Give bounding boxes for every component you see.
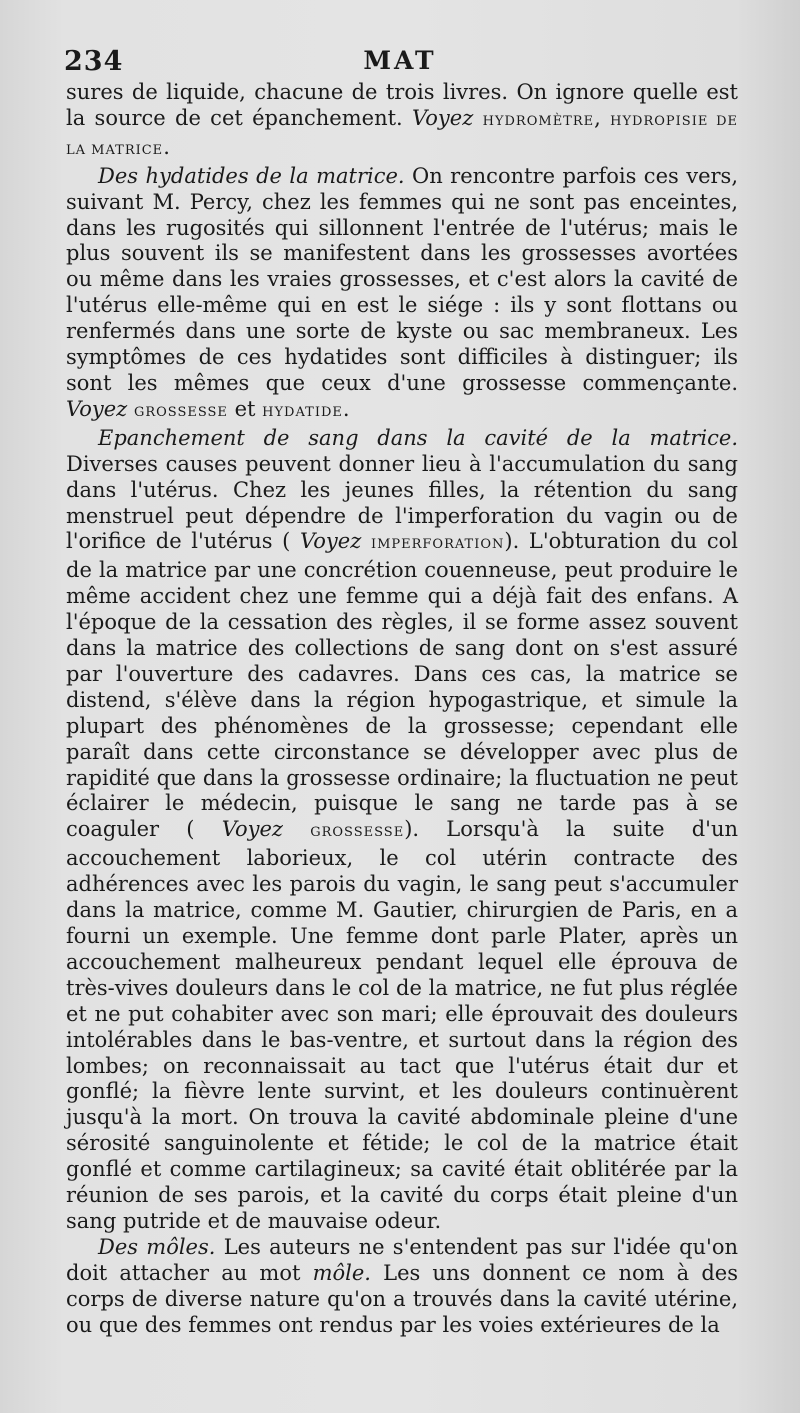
paragraph-text: et <box>227 396 263 421</box>
paragraph-text: ). L'obturation du col de la matrice par une concrétion couenneuse, peut produire le même accident chez une femme qui a déjà fait des enfans. A l'époque de la cessation des règles, il se forme assez souvent dans la matrice des collections de sang dont on s'est assuré par l'ouverture des cadavres. Dans ces cas, la matrice se distend, s'élève dans la région hypogastrique, et simule la plupart des phénomènes de la grossesse; cependant elle paraît dans cette circonstance se développer avec plus de rapidité que dans la grossesse ordinaire; la fluctuation ne peut éclairer le médecin, puisque le sang ne tarde pas à se coaguler ( <box>66 529 738 842</box>
running-head: MAT <box>363 46 437 75</box>
paragraph-text: Les auteurs ne s'entendent pas sur l'idée qu'on doit attacher au mot <box>66 1234 739 1285</box>
italic-text: Voyez <box>221 817 283 842</box>
paragraph-text <box>473 106 482 130</box>
paragraph-text <box>361 529 371 553</box>
paragraph <box>66 1235 738 1339</box>
body-text <box>66 80 738 1339</box>
paragraph-text: , <box>594 105 611 130</box>
small-caps-reference: IMPERFORATION <box>370 537 505 553</box>
paragraph-text <box>283 817 310 841</box>
italic-text: Voyez <box>66 396 128 421</box>
paragraph-text: Les uns donnent ce nom à des corps de diverse nature qu'on a trouvés dans la cavité utérine, ou que des femmes ont rendus par les voies extérieures de la <box>66 1260 738 1337</box>
italic-text: Des hydatides de la matrice. <box>98 163 405 188</box>
paragraph-text: sures de liquide, chacune de trois livres. On ignore quelle est la source de cet épanchement. <box>66 80 738 130</box>
paragraph-text: On rencontre parfois ces vers, suivant M. Percy, chez les femmes qui ne sont pas enceintes, dans les rugosités qui sillonnent l'entrée de l'utérus; mais le plus souvent ils se manifestent dans les grossesses avortées ou même dans les vraies grossesses, et c'est alors la cavité de l'utérus elle-même qui en est le siége : ils y sont flottans ou renfermés dans une sorte de kyste ou sac membraneux. Les symptômes de ces hydatides sont difficiles à distinguer; ils sont les mêmes que ceux d'une grossesse commençante. <box>66 163 738 395</box>
small-caps-reference: HYDATIDE <box>262 404 343 420</box>
small-caps-reference: GROSSESSE <box>133 404 228 420</box>
small-caps-reference: HYDROPISIE DE LA MATRICE <box>66 113 738 158</box>
paragraph <box>66 164 738 426</box>
italic-text: Des môles. <box>98 1234 216 1259</box>
paragraph-text: . <box>163 134 170 159</box>
paragraph <box>66 80 738 164</box>
paragraph-text <box>127 397 134 421</box>
page-number: 234 <box>64 46 124 77</box>
italic-text: Epanchement de sang dans la cavité de la matrice. <box>98 425 738 450</box>
small-caps-reference: HYDROMÈTRE <box>482 113 595 129</box>
italic-text: Voyez <box>412 105 474 130</box>
paragraph-text: ). Lorsqu'à la suite d'un accouchement laborieux, le col utérin contracte des adhérences avec les parois du vagin, le sang peut s'accumuler dans la matrice, comme M. Gautier, chirurgien de Paris, en a fourni un exemple. Une femme dont parle Plater, après un accouchement malheureux pendant lequel elle éprouva de très-vives douleurs dans le col de la matrice, ne fut plus réglée et ne put cohabiter avec son mari; elle éprouvait des douleurs intolérables dans le bas-ventre, et surtout dans la région des lombes; on reconnaissait au tact que l'utérus était dur et gonflé; la fièvre lente survint, et les douleurs continuèrent jusqu'à la mort. On trouva la cavité abdominale pleine d'une sérosité sanguinolente et fétide; le col de la matrice était gonflé et comme cartilagineux; sa cavité était oblitérée par la réunion de ses parois, et la cavité du corps était pleine d'un sang putride et de mauvaise odeur. <box>66 817 738 1233</box>
small-caps-reference: GROSSESSE <box>310 825 405 841</box>
italic-text: Voyez <box>300 529 362 554</box>
paragraph-text: . <box>342 396 350 421</box>
paragraph <box>66 426 738 1235</box>
paragraph-text: Diverses causes peuvent donner lieu à l'accumulation du sang dans l'utérus. Chez les jeunes filles, la rétention du sang menstruel peut dépendre de l'imperforation du vagin ou de l'orifice de l'utérus ( <box>66 451 738 554</box>
italic-text: môle. <box>312 1260 371 1285</box>
